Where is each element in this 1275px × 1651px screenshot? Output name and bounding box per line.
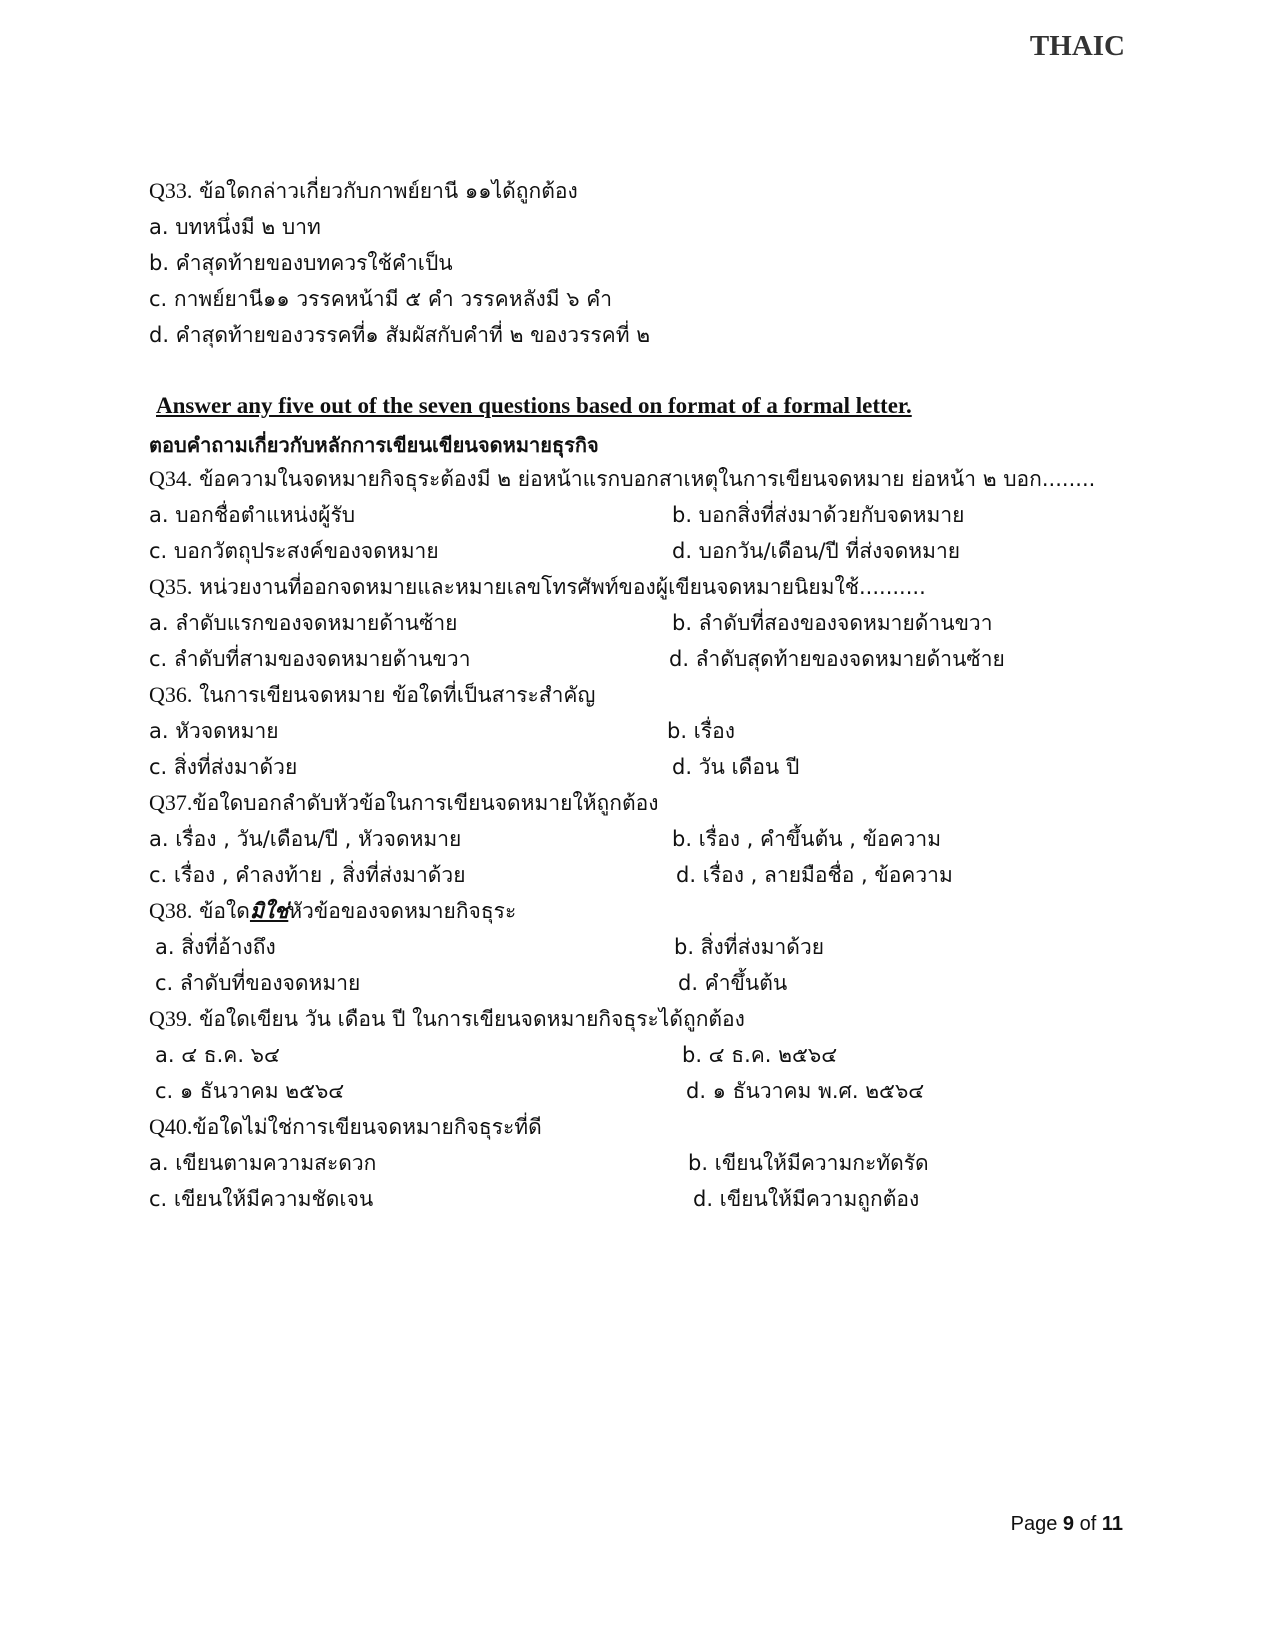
question-34 [149,464,1095,494]
q37-option-a: a. เรื่อง , วัน/เดือน/ปี , หัวจดหมาย [149,827,462,851]
question-37 [149,788,658,818]
q35-option-b: b. ลำดับที่สองของจดหมายด้านขวา [672,611,993,635]
question-text: ข้อใดเขียน วัน เดือน ปี ในการเขียนจดหมายกิจธุระได้ถูกต้อง [192,1007,745,1031]
page-mid: of [1074,1513,1102,1535]
question-35 [149,572,926,602]
section-thai-heading: ตอบคำถามเกี่ยวกับหลักการเขียนเขียนจดหมายธุรกิจ [149,433,599,457]
page-total: 11 [1101,1513,1123,1535]
question-38 [149,896,516,926]
question-number: Q35. [149,574,193,599]
q39-option-c: c. ๑ ธันวาคม ๒๕๖๔ [155,1079,345,1103]
q40-option-a: a. เขียนตามความสะดวก [149,1151,377,1175]
q38-option-c: c. ลำดับที่ของจดหมาย [155,971,361,995]
question-number: Q33. [149,178,193,203]
q33-option-d: d. คำสุดท้ายของวรรคที่๑ สัมผัสกับคำที่ ๒ ของวรรคที่ ๒ [149,323,651,347]
q38-option-b: b. สิ่งที่ส่งมาด้วย [674,935,825,959]
q39-option-d: d. ๑ ธันวาคม พ.ศ. ๒๕๖๔ [686,1079,925,1103]
q40-option-b: b. เขียนให้มีความกะทัดรัด [688,1151,929,1175]
question-number: Q36. [149,682,193,707]
q36-option-c: c. สิ่งที่ส่งมาด้วย [149,755,298,779]
q35-option-d: d. ลำดับสุดท้ายของจดหมายด้านซ้าย [669,647,1005,671]
question-number: Q34. [149,466,193,491]
header-title: THAIC [1029,30,1125,62]
q38-option-a: a. สิ่งที่อ้างถึง [155,935,276,959]
q35-option-c: c. ลำดับที่สามของจดหมายด้านขวา [149,647,471,671]
question-text-post: หัวข้อของจดหมายกิจธุระ [288,899,517,923]
question-number: Q37. [149,790,193,815]
q37-option-c: c. เรื่อง , คำลงท้าย , สิ่งที่ส่งมาด้วย [149,863,466,887]
q34-option-a: a. บอกชื่อตำแหน่งผู้รับ [149,503,356,527]
q40-option-c: c. เขียนให้มีความชัดเจน [149,1187,374,1211]
q36-option-a: a. หัวจดหมาย [149,719,279,743]
q33-option-a: a. บทหนึ่งมี ๒ บาท [149,215,321,239]
page-prefix: Page [1010,1513,1063,1535]
q40-option-d: d. เขียนให้มีความถูกต้อง [693,1187,920,1211]
q39-option-a: a. ๔ ธ.ค. ๖๔ [155,1043,280,1067]
q33-option-b: b. คำสุดท้ายของบทควรใช้คำเป็น [149,251,453,275]
question-text-emphasis: มิใช่ [249,899,289,923]
q36-option-d: d. วัน เดือน ปี [672,755,800,779]
q37-option-b: b. เรื่อง , คำขึ้นต้น , ข้อความ [672,827,942,851]
question-text: ในการเขียนจดหมาย ข้อใดที่เป็นสาระสำคัญ [192,683,596,707]
q34-option-c: c. บอกวัตถุประสงค์ของจดหมาย [149,539,439,563]
question-text: ข้อใดบอกลำดับหัวข้อในการเขียนจดหมายให้ถูกต้อง [192,791,659,815]
q37-option-d: d. เรื่อง , ลายมือชื่อ , ข้อความ [676,863,953,887]
q35-option-a: a. ลำดับแรกของจดหมายด้านซ้าย [149,611,458,635]
question-number: Q38. [149,898,193,923]
question-number: Q40. [149,1114,193,1139]
page-current: 9 [1062,1513,1075,1535]
question-number: Q39. [149,1006,193,1031]
question-text-pre: ข้อใด [192,899,250,923]
q33-option-c: c. กาพย์ยานี๑๑ วรรคหน้ามี ๕ คำ วรรคหลังมี ๖ คำ [149,287,613,311]
q38-option-d: d. คำขึ้นต้น [678,971,788,995]
question-33 [149,176,578,206]
question-text: ข้อใดไม่ใช่การเขียนจดหมายกิจธุระที่ดี [192,1115,542,1139]
question-text: หน่วยงานที่ออกจดหมายและหมายเลขโทรศัพท์ของผู้เขียนจดหมายนิยมใช้.......... [192,575,926,599]
q36-option-b: b. เรื่อง [667,719,736,743]
q34-option-d: d. บอกวัน/เดือน/ปี ที่ส่งจดหมาย [672,539,961,563]
page-number [1011,1513,1123,1536]
question-39 [149,1004,745,1034]
q34-option-b: b. บอกสิ่งที่ส่งมาด้วยกับจดหมาย [672,503,965,527]
question-40 [149,1112,542,1142]
section-heading: Answer any five out of the seven questions based on format of a formal letter. [156,393,912,418]
question-36 [149,680,595,710]
question-text: ข้อความในจดหมายกิจธุระต้องมี ๒ ย่อหน้าแรกบอกสาเหตุในการเขียนจดหมาย ย่อหน้า ๒ บอก........ [192,467,1096,491]
q39-option-b: b. ๔ ธ.ค. ๒๕๖๔ [682,1043,838,1067]
question-text: ข้อใดกล่าวเกี่ยวกับกาพย์ยานี ๑๑ได้ถูกต้อง [192,179,578,203]
